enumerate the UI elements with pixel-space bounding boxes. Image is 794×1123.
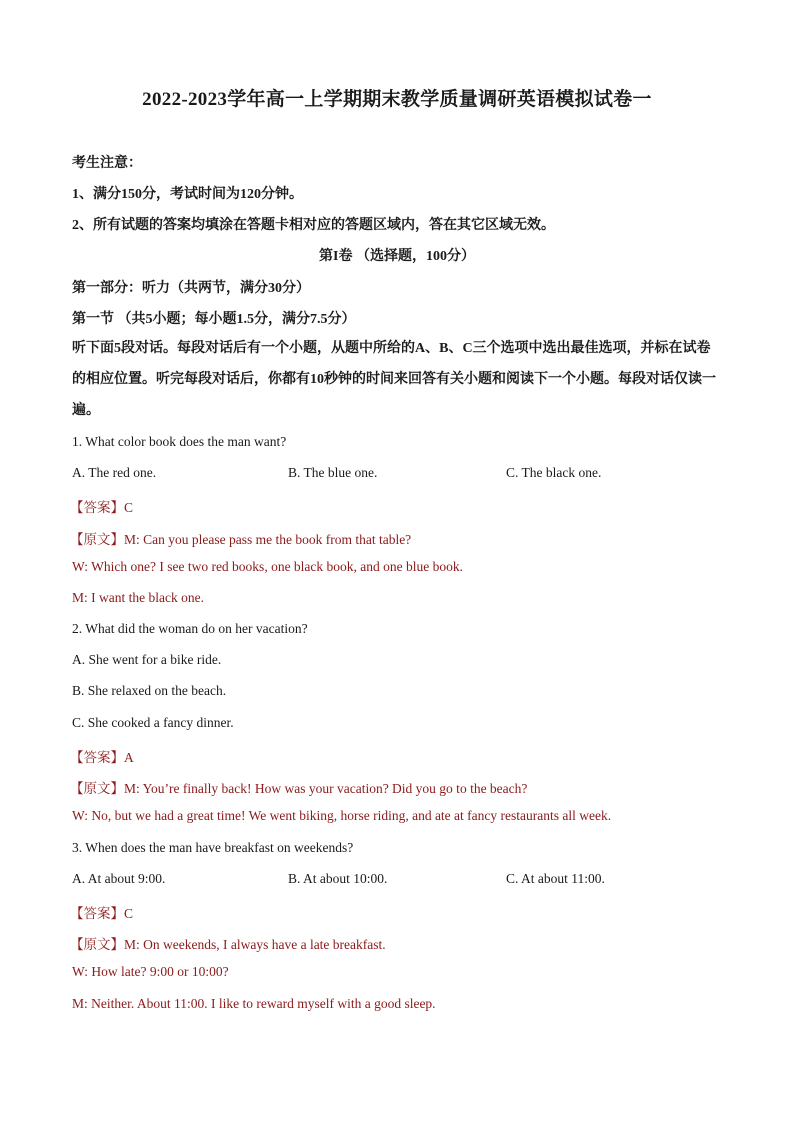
question-1-stem: 1. What color book does the man want? <box>72 434 287 449</box>
script-text: M: On weekends, I always have a late breakfast. <box>124 937 386 952</box>
question-2-option-a: A. She went for a bike ride. <box>72 652 222 667</box>
question-1-option-a: A. The red one. <box>72 465 157 480</box>
question-3-answer <box>70 902 133 922</box>
question-1-script-line-2: W: Which one? I see two red books, one black book, and one blue book. <box>72 559 464 574</box>
part1-heading: 第一部分：听力（共两节，满分30分） <box>72 281 310 296</box>
question-1-option-c: C. The black one. <box>506 465 602 480</box>
script-tag: 【原文】 <box>70 937 124 952</box>
question-2-stem: 2. What did the woman do on her vacation? <box>72 621 308 636</box>
question-1-script-line-3: M: I want the black one. <box>72 590 204 605</box>
question-3-option-b: B. At about 10:00. <box>288 871 388 886</box>
section1-heading: 第一节 （共5小题；每小题1.5分，满分7.5分） <box>72 312 356 327</box>
notice-item-1: 1、满分150分，考试时间为120分钟。 <box>72 187 303 202</box>
question-3-option-a: A. At about 9:00. <box>72 871 166 886</box>
answer-value: C <box>124 500 134 515</box>
script-tag: 【原文】 <box>70 781 124 796</box>
question-2-option-c: C. She cooked a fancy dinner. <box>72 715 234 730</box>
notice-item-2: 2、所有试题的答案均填涂在答题卡相对应的答题区域内，答在其它区域无效。 <box>72 218 555 233</box>
question-2-script-line-1 <box>70 777 527 797</box>
question-2-answer <box>70 746 134 766</box>
listening-instructions: 听下面5段对话。每段对话后有一个小题，从题中所给的A、B、C三个选项中选出最佳选项，并标在试卷的相应位置。听完每段对话后，你都有10秒钟的时间来回答有关小题和阅读下一个小题。每段对话仅读一遍。 <box>72 341 716 418</box>
notice-heading: 考生注意： <box>72 156 142 171</box>
answer-value: C <box>124 906 134 921</box>
answer-tag: 【答案】 <box>70 750 124 765</box>
script-tag: 【原文】 <box>70 532 124 547</box>
question-2-option-b: B. She relaxed on the beach. <box>72 683 227 698</box>
answer-value: A <box>124 750 134 765</box>
script-text: M: Can you please pass me the book from that table? <box>124 532 412 547</box>
question-2-script-line-2: W: No, but we had a great time! We went biking, horse riding, and ate at fancy restaurants all week. <box>72 808 612 823</box>
answer-tag: 【答案】 <box>70 906 124 921</box>
answer-tag: 【答案】 <box>70 500 124 515</box>
question-1-option-b: B. The blue one. <box>288 465 378 480</box>
question-3-script-line-3: M: Neither. About 11:00. I like to reward myself with a good sleep. <box>72 996 436 1011</box>
script-text: M: You’re finally back! How was your vacation? Did you go to the beach? <box>124 781 528 796</box>
question-3-script-line-1 <box>70 933 386 953</box>
question-3-script-line-2: W: How late? 9:00 or 10:00? <box>72 964 229 979</box>
volume-heading: 第I卷 （选择题，100分） <box>319 249 475 264</box>
exam-title: 2022-2023学年高一上学期期末教学质量调研英语模拟试卷一 <box>142 89 652 110</box>
question-3-option-c: C. At about 11:00. <box>506 871 605 886</box>
question-1-answer <box>70 496 133 516</box>
question-1-script-line-1 <box>70 528 411 548</box>
question-3-stem: 3. When does the man have breakfast on weekends? <box>72 840 354 855</box>
